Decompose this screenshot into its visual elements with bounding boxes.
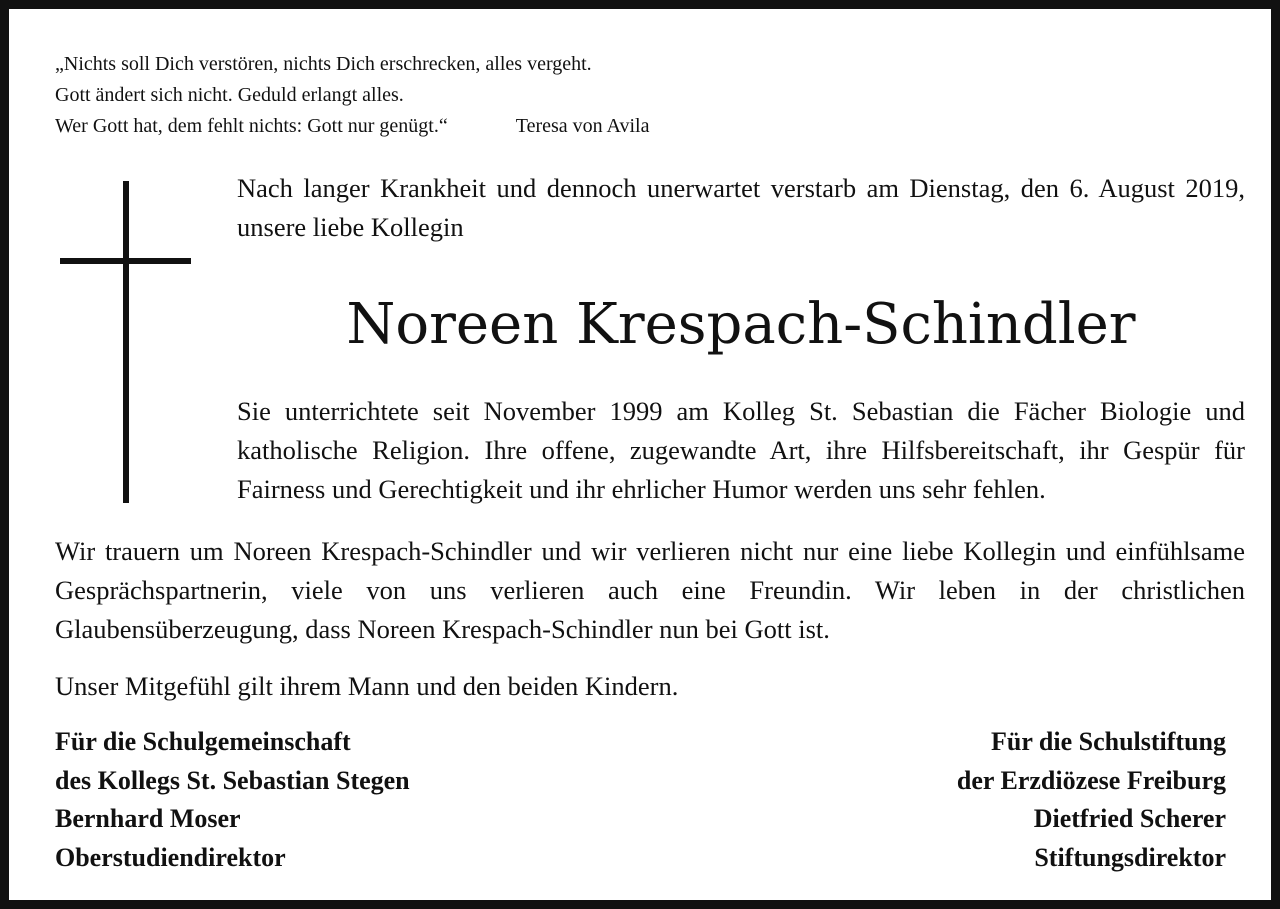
signature-left-line-3: Bernhard Moser — [55, 804, 241, 833]
quote-author: Teresa von Avila — [515, 115, 650, 137]
biography-paragraph: Sie unterrichtete seit November 1999 am Kolleg St. Sebastian die Fächer Biologie und katholische Religion. Ihre offene, zugewandte Art, ihre Hilfsbereitschaft, ihr Gespür für Fairness und Gerechtigkeit und ihr ehrlicher Humor werden uns sehr fehlen. — [237, 396, 1245, 504]
cross-vertical-beam — [123, 181, 129, 503]
cross-horizontal-beam — [60, 258, 191, 264]
signature-block-foundation — [957, 723, 1226, 877]
quote-line-1: „Nichts soll Dich verstören, nichts Dich erschrecken, alles vergeht. — [55, 53, 592, 75]
signature-left-line-1: Für die Schulgemeinschaft — [55, 727, 351, 756]
deceased-name: Noreen Krespach-Schindler — [346, 292, 1136, 357]
quote-line-3 — [55, 111, 1055, 142]
mourning-paragraph: Wir trauern um Noreen Krespach-Schindler und wir verlieren nicht nur eine liebe Kollegin und einfühlsame Gesprächspartnerin, viele von uns verlieren auch eine Freundin. Wir leben in der christlichen Glaubensüberzeugung, dass Noreen Krespach-Schindler nun bei Gott ist. — [55, 536, 1245, 644]
death-announcement: Nach langer Krankheit und dennoch unerwartet verstarb am Dienstag, den 6. August 2019, unsere liebe Kollegin — [237, 173, 1245, 242]
epigraph-quote — [55, 49, 1055, 142]
signature-left-line-4: Oberstudiendirektor — [55, 842, 286, 872]
quote-line-3-text: Wer Gott hat, dem fehlt nichts: Gott nur genügt.“ — [55, 115, 448, 137]
cross-icon — [60, 181, 191, 503]
signature-right-line-1: Für die Schulstiftung — [990, 727, 1226, 756]
signature-right-line-2: der Erzdiözese Freiburg — [956, 765, 1226, 795]
signature-block-school — [55, 723, 410, 877]
signature-left-line-2: des Kollegs St. Sebastian Stegen — [55, 765, 410, 795]
signature-right-line-4: Stiftungsdirektor — [1034, 842, 1226, 872]
signature-right-line-3: Dietfried Scherer — [1033, 804, 1226, 833]
condolence-line: Unser Mitgefühl gilt ihrem Mann und den beiden Kindern. — [55, 671, 679, 701]
quote-line-2: Gott ändert sich nicht. Geduld erlangt alles. — [55, 84, 404, 106]
